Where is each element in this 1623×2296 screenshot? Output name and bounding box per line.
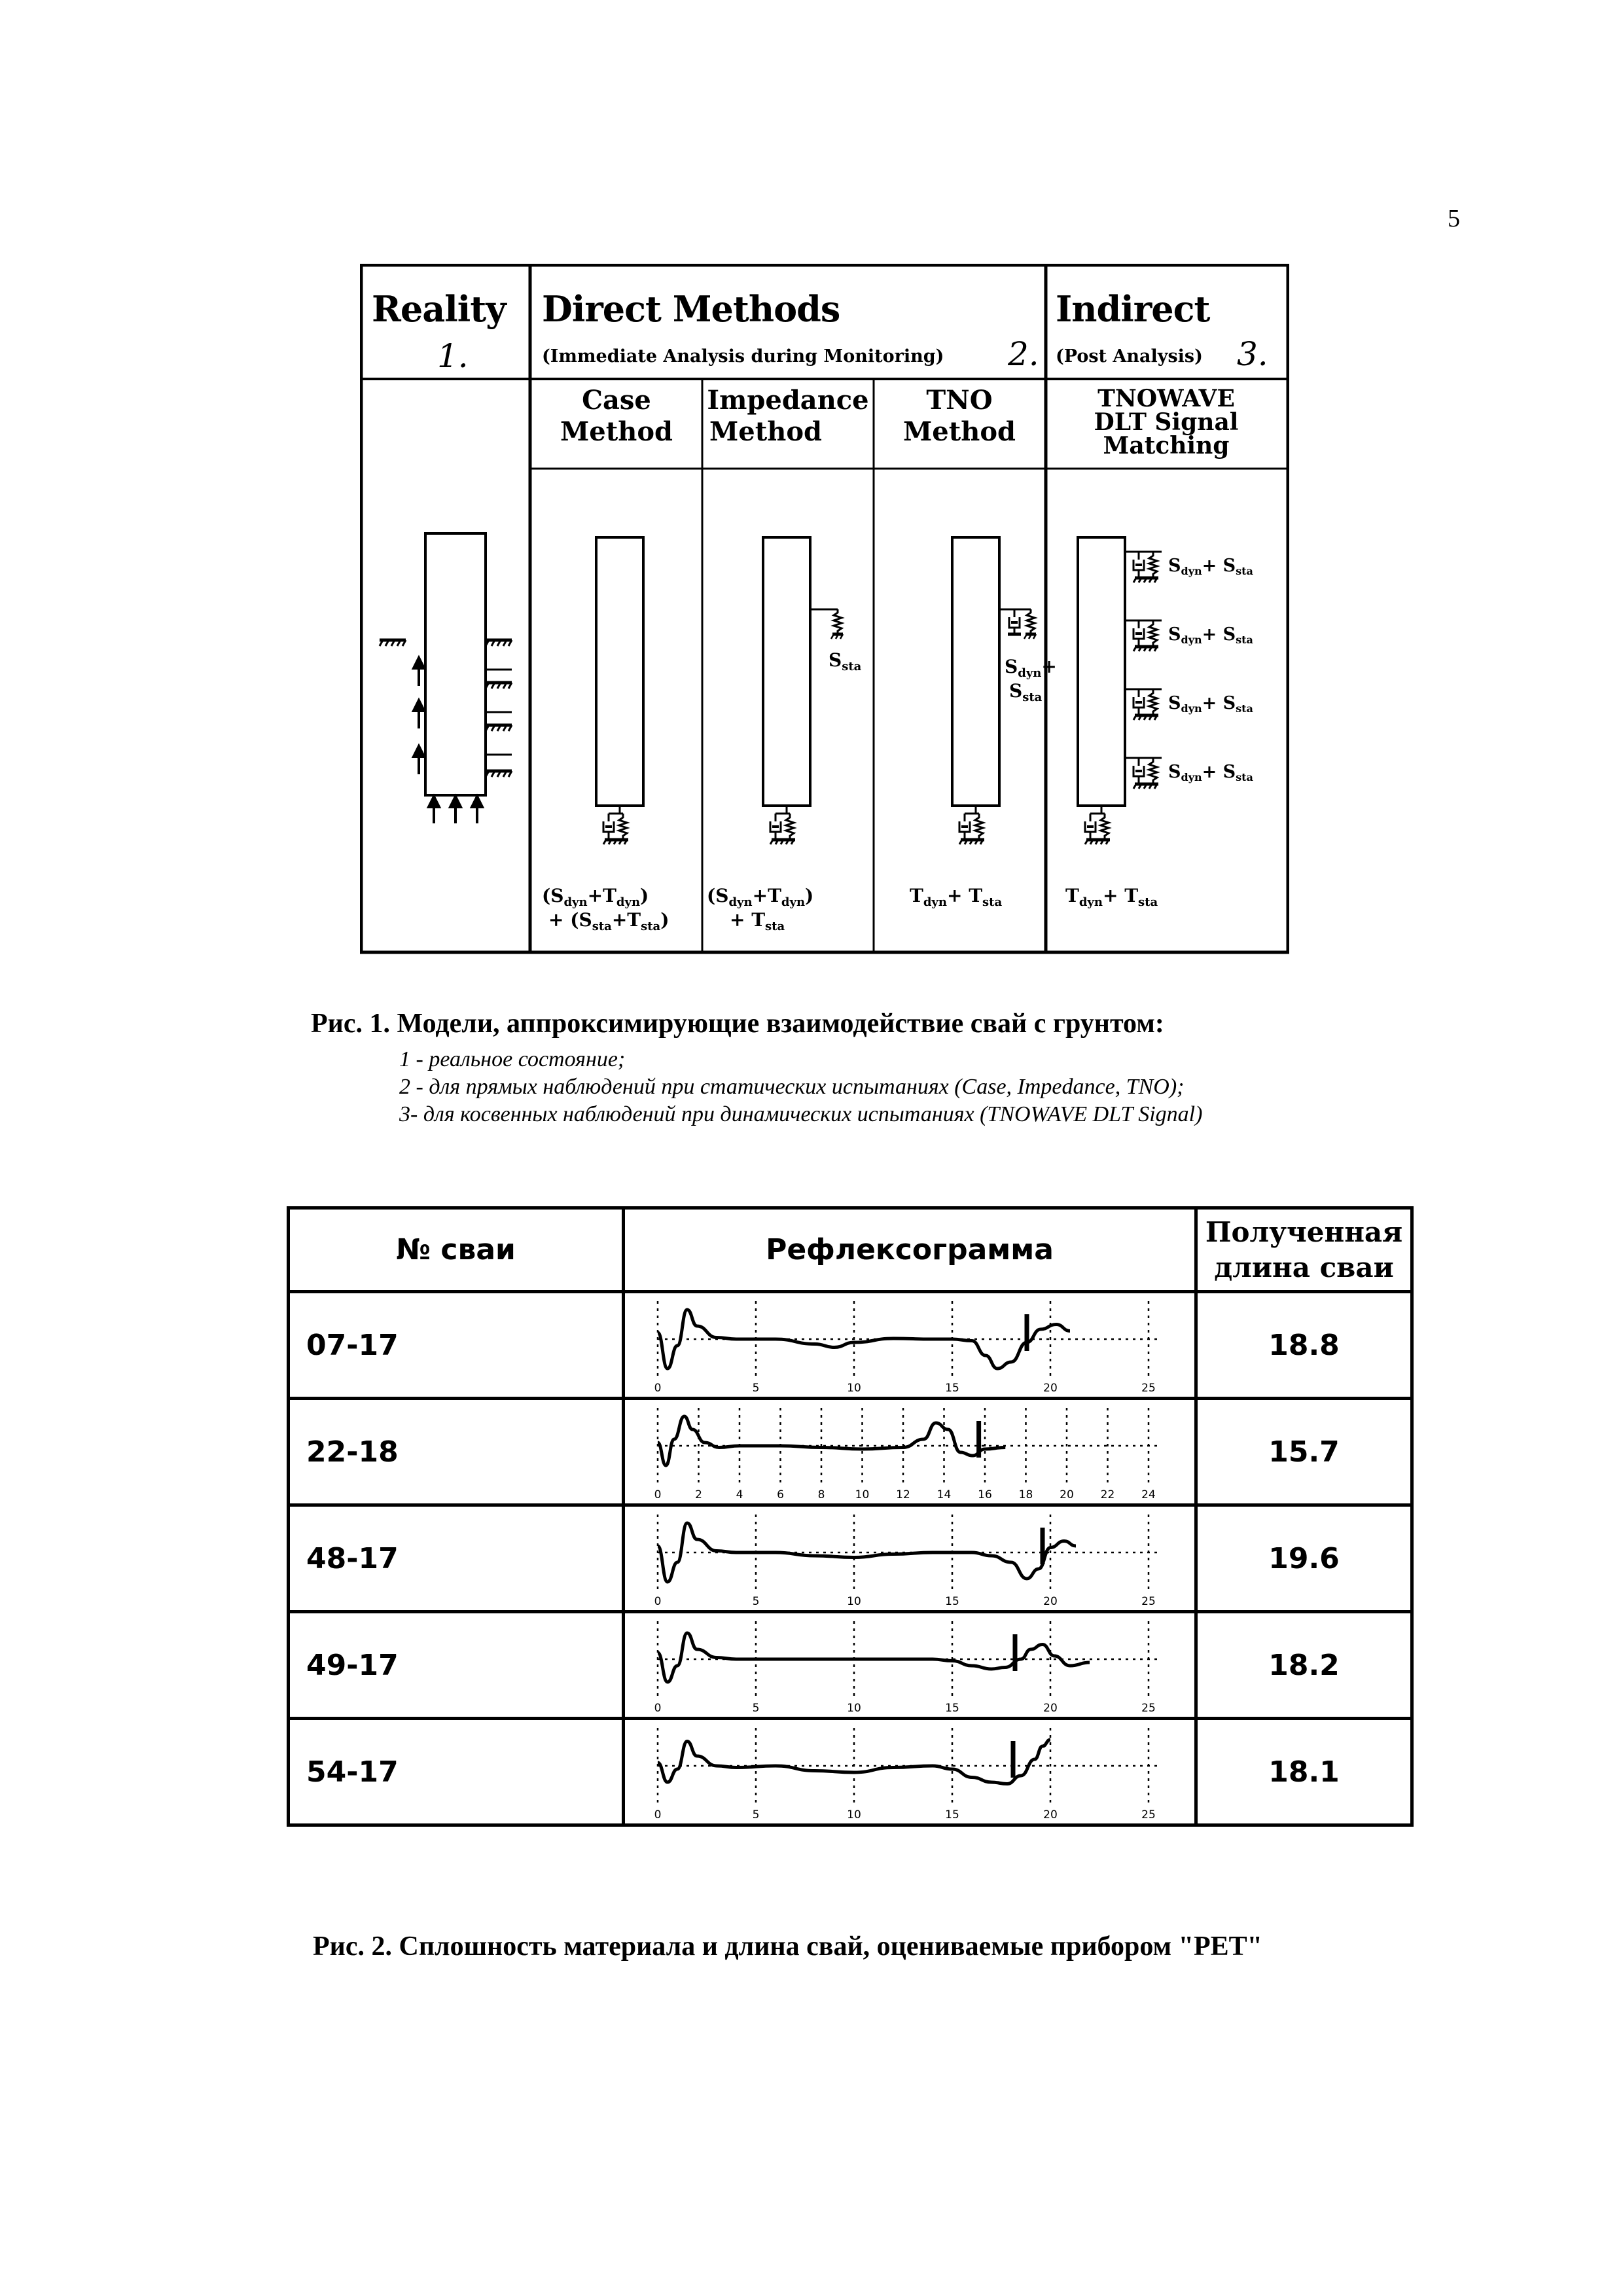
table-header-row	[289, 1208, 1412, 1292]
tick-label: 14	[936, 1488, 952, 1501]
tick-label: 0	[654, 1488, 662, 1501]
pile-length: 18.8	[1196, 1292, 1412, 1399]
pile-id: 48-17	[289, 1505, 624, 1612]
tick-label: 20	[1060, 1488, 1074, 1501]
tick-label: 5	[752, 1808, 760, 1821]
header-indirect: Indirect	[1056, 288, 1210, 330]
table-row	[289, 1505, 1412, 1612]
figure-1-caption-line-2: 2 - для прямых наблюдений при статических испытаниях (Case, Impedance, TNO);	[399, 1075, 1185, 1099]
tick-label: 12	[896, 1488, 910, 1501]
signal-trace	[658, 1416, 1005, 1465]
tick-label: 25	[1141, 1808, 1156, 1821]
impedance-formula-line1: $(S_{dyn}+T_{dyn})$	[707, 885, 814, 909]
impedance-side-label: $S_{sta}$	[829, 649, 862, 673]
figure-1-caption-title: Рис. 1. Модели, аппроксимирующие взаимодействие свай с грунтом:	[311, 1009, 1164, 1039]
tick-label: 5	[752, 1595, 760, 1608]
dlt-side-label-4: Sdyn+ Ssta	[1168, 762, 1253, 783]
reflectogram-chart	[625, 1613, 1194, 1717]
method-impedance-line2: Method	[709, 416, 822, 447]
reflectogram-chart	[625, 1293, 1194, 1397]
tick-label: 20	[1043, 1808, 1058, 1821]
tick-label: 0	[654, 1702, 662, 1715]
tick-label: 15	[945, 1382, 959, 1395]
header-reality: Reality	[372, 288, 506, 330]
method-tno-line2: Method	[903, 416, 1016, 447]
tick-label: 0	[654, 1382, 662, 1395]
figure-1-caption-line-3: 3- для косвенных наблюдений при динамических испытаниях (TNOWAVE DLT Signal)	[399, 1102, 1203, 1126]
page-number: 5	[1448, 205, 1460, 232]
tick-label: 10	[847, 1702, 861, 1715]
tick-label: 10	[847, 1382, 861, 1395]
tnowave-formula: $T_{dyn}+ T_{sta}$	[1065, 885, 1158, 909]
figure-2-caption: Рис. 2. Сплошность материала и длина свай, оцениваемые прибором "PET"	[313, 1931, 1262, 1962]
method-case-line2: Method	[560, 416, 673, 447]
pile-id: 22-18	[289, 1399, 624, 1505]
impedance-pile-diagram	[763, 537, 843, 844]
tick-label: 24	[1141, 1488, 1156, 1501]
reflectogram-cell	[624, 1612, 1196, 1719]
reflectogram-chart	[625, 1507, 1194, 1610]
table-row	[289, 1612, 1412, 1719]
reality-pile-diagram	[380, 533, 512, 823]
pile-id: 54-17	[289, 1719, 624, 1825]
tno-formula: $T_{dyn}+ T_{sta}$	[910, 885, 1003, 909]
tnowave-pile-diagram	[1078, 537, 1162, 844]
signal-trace	[658, 1740, 1050, 1784]
header-pile-length: Полученная длина сваи	[1196, 1208, 1412, 1292]
tno-side-label-line1: $S_{dyn}+$	[1005, 656, 1057, 680]
header-indirect-number: 3.	[1237, 335, 1268, 373]
tno-side-label-line2: $S_{sta}$	[1009, 680, 1043, 704]
method-tnowave-line3: Matching	[1103, 432, 1230, 459]
method-tnowave-line2: DLT Signal	[1094, 408, 1239, 436]
tick-label: 8	[817, 1488, 825, 1501]
tick-label: 6	[777, 1488, 784, 1501]
tick-label: 4	[736, 1488, 743, 1501]
tick-label: 15	[945, 1595, 959, 1608]
header-indirect-subtitle: (Post Analysis)	[1056, 346, 1203, 367]
tick-label: 25	[1141, 1382, 1156, 1395]
tick-label: 25	[1141, 1595, 1156, 1608]
method-impedance-line1: Impedance	[707, 385, 869, 416]
table-row	[289, 1399, 1412, 1505]
dlt-side-label-2: Sdyn+ Ssta	[1168, 624, 1253, 646]
case-pile-diagram	[596, 537, 643, 844]
reflectogram-chart	[625, 1400, 1194, 1503]
tick-label: 15	[945, 1702, 959, 1715]
tick-label: 2	[695, 1488, 702, 1501]
tick-label: 10	[855, 1488, 870, 1501]
header-direct-methods: Direct Methods	[542, 288, 840, 330]
figure-1-caption-line-1: 1 - реальное состояние;	[399, 1047, 626, 1071]
tick-label: 20	[1043, 1702, 1058, 1715]
tick-label: 25	[1141, 1702, 1156, 1715]
impedance-formula-line2: + $T_{sta}$	[730, 909, 785, 933]
pile-length-table	[287, 1206, 1414, 1827]
header-pile-number: № сваи	[289, 1208, 624, 1292]
pile-length: 19.6	[1196, 1505, 1412, 1612]
pile-length: 15.7	[1196, 1399, 1412, 1505]
table-row	[289, 1719, 1412, 1825]
tick-label: 5	[752, 1382, 760, 1395]
reflectogram-cell	[624, 1719, 1196, 1825]
reflectogram-cell	[624, 1399, 1196, 1505]
dlt-side-label-3: Sdyn+ Ssta	[1168, 693, 1253, 715]
dlt-side-label-1: Sdyn+ Ssta	[1168, 556, 1253, 577]
header-reality-number: 1.	[437, 337, 469, 375]
pile-length: 18.1	[1196, 1719, 1412, 1825]
header-direct-subtitle: (Immediate Analysis during Monitoring)	[542, 346, 944, 367]
method-tno-line1: TNO	[926, 385, 993, 416]
tick-label: 0	[654, 1808, 662, 1821]
tick-label: 22	[1100, 1488, 1115, 1501]
reflectogram-chart	[625, 1720, 1194, 1823]
method-tnowave-line1: TNOWAVE	[1097, 385, 1235, 412]
tick-label: 18	[1018, 1488, 1033, 1501]
reflectogram-cell	[624, 1505, 1196, 1612]
tick-label: 16	[978, 1488, 992, 1501]
signal-trace	[658, 1310, 1070, 1369]
tick-label: 0	[654, 1595, 662, 1608]
reflectogram-cell	[624, 1292, 1196, 1399]
pile-length: 18.2	[1196, 1612, 1412, 1719]
tick-label: 10	[847, 1595, 861, 1608]
case-formula-line2: + $(S_{sta}+T_{sta})$	[548, 909, 669, 933]
pile-id: 49-17	[289, 1612, 624, 1719]
table-row	[289, 1292, 1412, 1399]
pile-id: 07-17	[289, 1292, 624, 1399]
method-case-line1: Case	[582, 385, 651, 416]
tick-label: 15	[945, 1808, 959, 1821]
tick-label: 5	[752, 1702, 760, 1715]
case-formula-line1: $(S_{dyn}+T_{dyn})$	[542, 885, 649, 909]
signal-trace	[658, 1633, 1090, 1682]
figure-1-pile-models	[360, 264, 1289, 954]
header-reflectogram: Рефлексограмма	[624, 1208, 1196, 1292]
tick-label: 20	[1043, 1595, 1058, 1608]
header-direct-number: 2.	[1008, 335, 1039, 373]
tick-label: 10	[847, 1808, 861, 1821]
tick-label: 20	[1043, 1382, 1058, 1395]
